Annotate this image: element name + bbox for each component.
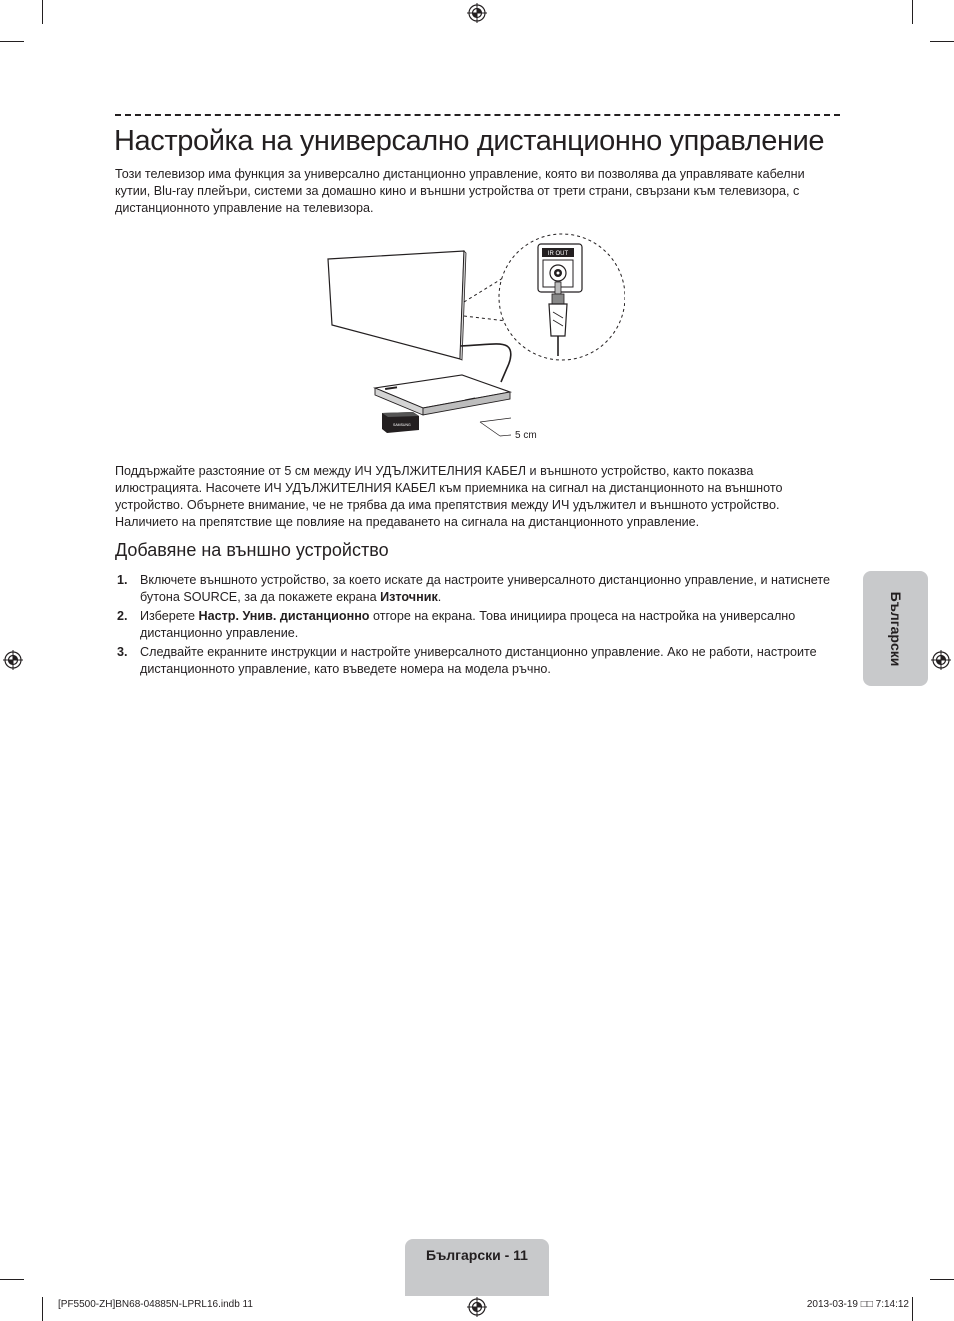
crop-mark bbox=[930, 41, 954, 42]
step-number: 2. bbox=[117, 609, 128, 623]
step-number: 1. bbox=[117, 573, 128, 587]
print-datetime: 2013-03-19 □□ 7:14:12 bbox=[806, 1299, 909, 1310]
step-number: 3. bbox=[117, 645, 128, 659]
title-rule bbox=[115, 114, 840, 116]
crop-mark bbox=[0, 41, 24, 42]
step-text: Следвайте екранните инструкции и настройте универсалното дистанционно управление. Ако не работи, настроите дистанционното управление, като въведете номера на модела ръчно. bbox=[140, 645, 817, 676]
print-file-info: [PF5500-ZH]BN68-04885N-LPRL16.indb 11 bbox=[58, 1299, 253, 1310]
registration-mark-icon bbox=[931, 650, 951, 670]
external-device-illustration bbox=[375, 375, 510, 415]
step-text: Включете външното устройство, за което искате да настроите универсалното дистанционно управление, и натиснете бутона bbox=[140, 573, 830, 604]
crop-mark bbox=[930, 1279, 954, 1280]
step-text: отгоре на екрана. Това инициира процеса на настройка на универсално дистанционно управление. bbox=[140, 609, 796, 640]
distance-paragraph: Поддържайте разстояние от 5 см между ИЧ УДЪЛЖИТЕЛНИЯ КАБЕЛ и външното устройство, както показва илюстрацията. Насочете ИЧ УДЪЛЖИТЕЛНИЯ КАБЕЛ към приемника на сигнал на дистанционното на външното устройство. Обърнете внимание, че не трябва да има препятствия между ИЧ удължител и външното устройство. Наличието на препятствие ще повлияе на предаването на сигнала на дистанционното управление. bbox=[115, 464, 783, 529]
page-number-label: Български - 11 bbox=[426, 1247, 528, 1263]
crop-mark bbox=[912, 0, 913, 24]
step-text: . bbox=[437, 590, 442, 604]
step-source-button-name: SOURCE bbox=[183, 590, 238, 604]
tv-illustration bbox=[328, 251, 511, 382]
step-source-screen-name: Източник bbox=[380, 590, 438, 604]
ir-extender-illustration bbox=[325, 230, 625, 445]
section-heading: Добавяне на външно устройство bbox=[115, 540, 389, 560]
list-item bbox=[115, 644, 840, 678]
intro-paragraph: Този телевизор има функция за универсално дистанционно управление, която ви позволява да управлявате кабелни кутии, Blu-ray плейъри, системи за домашно кино и външни устройства от трети страни, свързани към телевизора, с дистанционното управление на телевизора. bbox=[115, 167, 805, 215]
step-text: , за да покажете екрана bbox=[237, 590, 381, 604]
registration-mark-icon bbox=[3, 650, 23, 670]
distance-label: 5 cm bbox=[515, 430, 537, 441]
page-title: Настройка на универсално дистанционно управление bbox=[114, 125, 825, 157]
crop-mark bbox=[42, 0, 43, 24]
steps-list bbox=[115, 572, 840, 680]
distance-marker bbox=[480, 418, 511, 436]
step-text: Изберете bbox=[140, 609, 199, 623]
registration-mark-icon bbox=[467, 3, 487, 23]
list-item bbox=[115, 572, 840, 606]
ir-blaster-illustration bbox=[382, 412, 419, 433]
crop-mark bbox=[42, 1297, 43, 1321]
svg-text:SAMSUNG: SAMSUNG bbox=[393, 423, 411, 427]
step-menu-name: Настр. Унив. дистанционно bbox=[198, 609, 370, 623]
crop-mark bbox=[0, 1279, 24, 1280]
language-side-tab-label: Български bbox=[887, 591, 904, 666]
list-item bbox=[115, 608, 840, 642]
language-side-tab bbox=[863, 571, 928, 686]
registration-mark-icon bbox=[467, 1297, 487, 1317]
crop-mark bbox=[912, 1297, 913, 1321]
page-number-tab bbox=[405, 1239, 549, 1296]
ir-out-label: IR OUT bbox=[547, 251, 569, 257]
